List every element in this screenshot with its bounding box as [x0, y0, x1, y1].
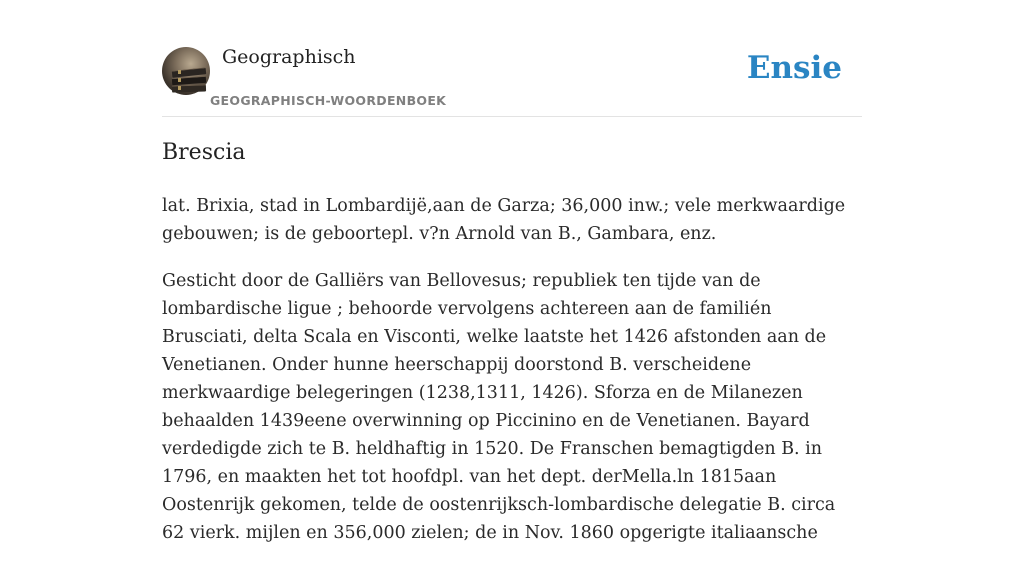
article-paragraph: Gesticht door de Galliërs van Bellovesus; republiek ten tijde van de lombardische ligue ; behoorde vervolgens achtereen aan de familién Brusciati, delta Scala en Visconti, welke laatste het 1426 afstonden aan de Venetianen. Onder hunne heerschappij doorstond B. verscheidene merkwaardige belegeringen (1238,1311, 1426). Sforza en de Milanezen behaalden 1439eene overwinning op Piccinino en de Venetianen. Bayard verdedigde zich te B. heldhaftig in 1520. De Franschen bemagtigden B. in 1796, en maakten het tot hoofdpl. van het dept. derMella.ln 1815aan Oostenrijk gekomen, telde de oostenrijksch-lombardische delegatie B. circa 62 vierk. mijlen en 356,000 zielen; de in Nov. 1860 opgerigte italiaansche: [162, 271, 836, 543]
author-avatar[interactable]: [162, 47, 210, 95]
article-paragraph: lat. Brixia, stad in Lombardijë,aan de Garza; 36,000 inw.; vele merkwaardige gebouwen; is de geboortepl. v?n Arnold van B., Gambara, enz.: [162, 196, 846, 244]
article-header: [162, 46, 862, 117]
ensie-logo[interactable]: Ensie: [746, 50, 842, 86]
author-name[interactable]: Geographisch: [222, 46, 356, 68]
article-body: [162, 192, 862, 566]
article-title: Brescia: [162, 140, 246, 165]
source-label[interactable]: GEOGRAPHISCH-WOORDENBOEK: [210, 93, 447, 108]
